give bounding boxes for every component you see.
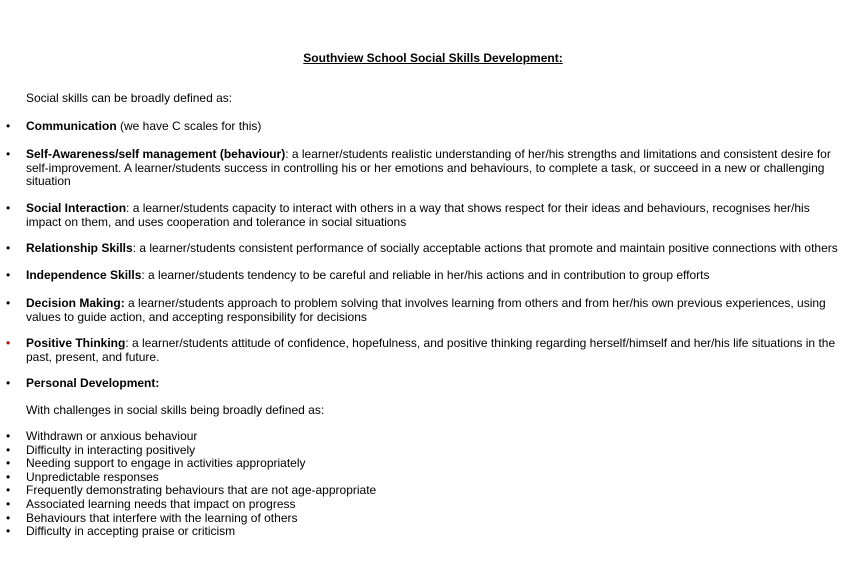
bullet-point: • [6, 496, 11, 511]
skill-description: : a learner/students realistic understanding of her/his strengths and limitations and consistent desire for self-improvement. A learner/students success in controlling his or her emotions and behaviours, to complete a task, or succeed in a new or challenging situation [26, 147, 831, 188]
skill-term: Personal Development: [26, 376, 160, 390]
bullet-point: • [6, 483, 11, 498]
skill-term: Relationship Skills [26, 241, 133, 255]
skill-item-positive-thinking [26, 337, 840, 364]
skill-item-independence-skills [26, 269, 840, 283]
skill-term: Decision Making: [26, 296, 125, 310]
list-item [6, 429, 376, 444]
challenge-text: Withdrawn or anxious behaviour [26, 429, 198, 443]
skill-item-social-interaction [26, 202, 840, 229]
list-item [6, 469, 376, 485]
skill-description: : a learner/students capacity to interact with others in a way that shows respect for their ideas and behaviours, recognises her/his impact on them, and uses cooperation and tolerance in social situations [26, 201, 810, 229]
skill-term: Positive Thinking [26, 336, 126, 350]
skill-term: Independence Skills [26, 268, 142, 282]
skill-item-relationship-skills [26, 242, 840, 256]
bullet-point-highlighted: • [6, 336, 11, 350]
bullet-point: • [6, 119, 11, 133]
skill-description: : a learner/students tendency to be careful and reliable in her/his actions and in contribution to group efforts [141, 268, 710, 282]
bullet-point: • [6, 469, 11, 484]
bullet-point: • [6, 429, 11, 443]
challenge-text: Unpredictable responses [26, 469, 159, 484]
challenge-text: Behaviours that interfere with the learning of others [26, 510, 298, 525]
skill-item-communication [26, 120, 840, 134]
skill-item-self-awareness [26, 148, 840, 189]
bullet-point: • [6, 241, 11, 255]
list-item [6, 524, 376, 539]
bullet-point: • [6, 442, 11, 457]
intro-text: Social skills can be broadly defined as: [26, 91, 233, 105]
challenge-text: Difficulty in accepting praise or criticism [26, 524, 236, 539]
list-item [6, 456, 376, 471]
skill-description: : a learner/students consistent performance of socially acceptable actions that promote and maintain positive connections with others [132, 241, 838, 255]
challenge-text: Associated learning needs that impact on progress [26, 496, 296, 511]
skill-description: : a learner/students attitude of confidence, hopefulness, and positive thinking regarding herself/himself and her/his life situations in the past, present, and future. [26, 336, 836, 364]
skill-term: Social Interaction [26, 201, 127, 215]
list-item [6, 510, 376, 526]
bullet-point: • [6, 510, 11, 525]
challenges-intro-text: With challenges in social skills being broadly defined as: [26, 403, 325, 417]
challenge-text: Frequently demonstrating behaviours that are not age-appropriate [26, 483, 377, 498]
skill-term: Self-Awareness/self management (behaviour) [26, 147, 286, 161]
challenge-text: Difficulty in interacting positively [26, 442, 196, 457]
bullet-point: • [6, 376, 11, 390]
skill-item-personal-development [26, 377, 840, 391]
skill-description: a learner/students approach to problem solving that involves learning from others and from her/his own previous experiences, using values to guide action, and accepting responsibility for decisions [26, 296, 826, 324]
challenge-text: Needing support to engage in activities appropriately [26, 456, 306, 471]
bullet-point: • [6, 201, 11, 215]
skill-item-decision-making [26, 297, 840, 324]
bullet-point: • [6, 524, 11, 539]
list-item [6, 483, 377, 498]
list-item [6, 442, 376, 458]
challenges-list [6, 429, 377, 539]
skill-term: Communication [26, 119, 117, 133]
bullet-point: • [6, 456, 11, 471]
document-title: Southview School Social Skills Development: [303, 51, 563, 65]
bullet-point: • [6, 147, 11, 161]
bullet-point: • [6, 268, 11, 282]
list-item [6, 496, 376, 512]
skill-description: (we have C scales for this) [116, 119, 262, 133]
bullet-point: • [6, 296, 11, 310]
